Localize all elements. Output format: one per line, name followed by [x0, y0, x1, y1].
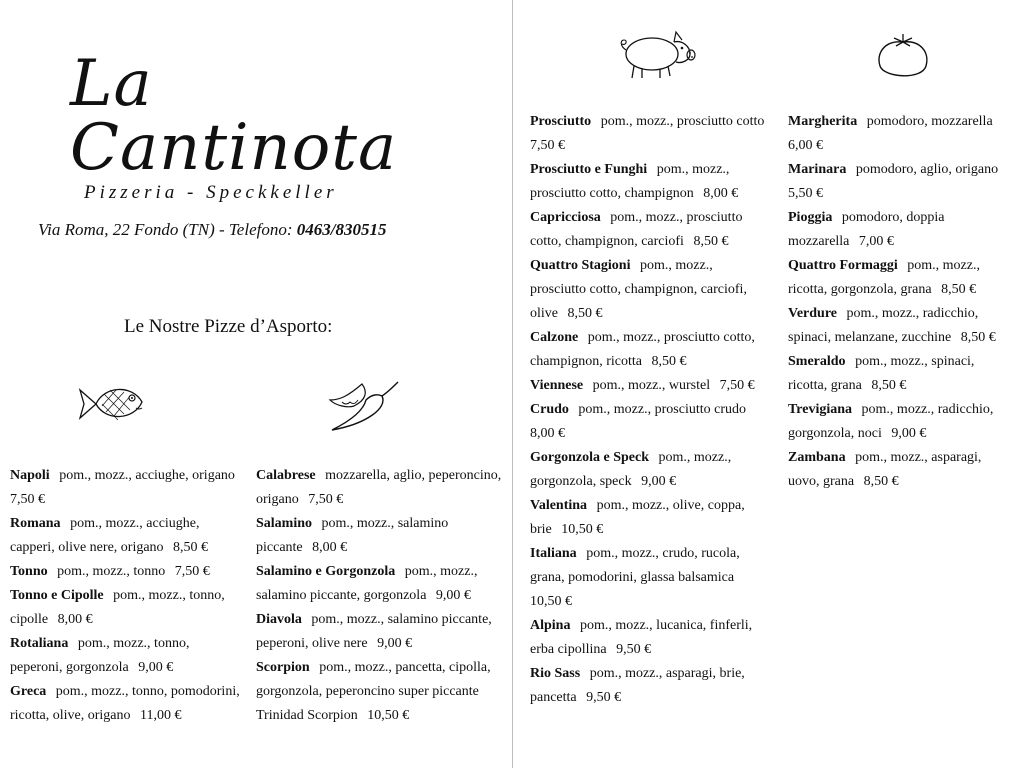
pizza-price: 7,50 € [174, 564, 210, 579]
menu-item [788, 254, 1014, 302]
pizza-name: Pioggia [788, 210, 833, 225]
pizza-name: Scorpion [256, 660, 310, 675]
pizza-price: 10,50 € [561, 522, 604, 537]
pizza-ingredients: pom., mozz., prosciutto crudo [578, 402, 746, 417]
pizza-name: Diavola [256, 612, 302, 627]
pizza-name: Prosciutto e Funghi [530, 162, 648, 177]
pizza-ingredients: pom., mozz., prosciutto cotto, champignon, carciofi, olive [530, 258, 747, 321]
pizza-price: 6,00 € [788, 138, 823, 153]
pizza-price: 8,50 € [960, 330, 996, 345]
pizza-ingredients: pom., mozz., salamino piccante, peperoni, olive nere [256, 612, 492, 651]
pizza-name: Rio Sass [530, 666, 581, 681]
menu-column-4 [788, 110, 1014, 494]
pizza-name: Viennese [530, 378, 584, 393]
menu-item [256, 464, 502, 512]
pizza-ingredients: pom., mozz., pancetta, cipolla, gorgonzola, peperoncino super piccante Trinidad Scorpion [256, 660, 491, 723]
pizza-ingredients: pom., mozz., salamino piccante, gorgonzola [256, 564, 478, 603]
fish-icon [76, 378, 146, 430]
pizza-price: 9,00 € [641, 474, 677, 489]
pizza-price: 9,00 € [891, 426, 927, 441]
pizza-ingredients: pom., mozz., tonno, cipolle [10, 588, 225, 627]
chili-pepper-icon [326, 378, 404, 434]
menu-item [10, 584, 242, 632]
address-text: Via Roma, 22 Fondo (TN) - Telefono: [38, 220, 293, 239]
pizza-ingredients: pom., mozz., olive, coppa, brie [530, 498, 745, 537]
pizza-name: Tonno e Cipolle [10, 588, 104, 603]
pizza-price: 8,00 € [530, 426, 565, 441]
pizza-ingredients: pom., mozz., tonno, pomodorini, ricotta, olive, origano [10, 684, 240, 723]
pizza-ingredients: pomodoro, doppia mozzarella [788, 210, 945, 249]
menu-item [530, 254, 772, 326]
pizza-ingredients: mozzarella, aglio, peperoncino, origano [256, 468, 502, 507]
menu-item [788, 110, 1014, 158]
pizza-name: Capricciosa [530, 210, 601, 225]
menu-item [530, 326, 772, 374]
menu-item [530, 110, 772, 158]
pizza-ingredients: pom., mozz., tonno, peperoni, gorgonzola [10, 636, 190, 675]
menu-item [530, 206, 772, 254]
pizza-price: 8,00 € [57, 612, 93, 627]
pizza-price: 7,50 € [530, 138, 565, 153]
pizza-price: 10,50 € [367, 708, 410, 723]
logo-title: La Cantinota [70, 47, 398, 185]
pizza-name: Trevigiana [788, 402, 853, 417]
pizza-ingredients: pom., mozz., prosciutto cotto, champignon, carciofi [530, 210, 743, 249]
pizza-name: Calabrese [256, 468, 316, 483]
pizza-name: Rotaliana [10, 636, 69, 651]
pizza-price: 9,50 € [586, 690, 622, 705]
pizza-name: Zambana [788, 450, 846, 465]
menu-item [530, 662, 772, 710]
pizza-ingredients: pom., mozz., prosciutto cotto [600, 114, 765, 129]
pizza-price: 8,50 € [173, 540, 209, 555]
menu-item [788, 158, 1014, 206]
logo [70, 47, 410, 204]
logo-subtitle: Pizzeria - Speckkeller [84, 182, 338, 203]
pizza-ingredients: pom., mozz., radicchio, spinaci, melanzane, zucchine [788, 306, 979, 345]
menu-column-2 [256, 464, 502, 728]
menu-item [530, 494, 772, 542]
pizza-ingredients: pom., mozz., ricotta, gorgonzola, grana [788, 258, 980, 297]
pizza-name: Salamino e Gorgonzola [256, 564, 396, 579]
pizza-name: Alpina [530, 618, 571, 633]
pizza-ingredients: pom., mozz., gorgonzola, speck [530, 450, 732, 489]
pizza-price: 7,50 € [10, 492, 45, 507]
menu-item [530, 158, 772, 206]
pizza-name: Valentina [530, 498, 588, 513]
pizza-ingredients: pom., mozz., wurstel [592, 378, 711, 393]
menu-item [530, 374, 772, 398]
pizza-name: Quattro Formaggi [788, 258, 898, 273]
menu-item [10, 560, 242, 584]
pizza-price: 8,00 € [312, 540, 348, 555]
section-heading: Le Nostre Pizze d’Asporto: [124, 316, 333, 337]
pizza-name: Romana [10, 516, 61, 531]
menu-item [10, 680, 242, 728]
pizza-name: Smeraldo [788, 354, 846, 369]
menu-item [256, 560, 502, 608]
pizza-name: Gorgonzola e Speck [530, 450, 649, 465]
tomato-icon [874, 30, 932, 84]
pizza-ingredients: pom., mozz., crudo, rucola, grana, pomodorini, glassa balsamica [530, 546, 740, 585]
pizza-ingredients: pom., mozz., prosciutto cotto, champignon, ricotta [530, 330, 755, 369]
pizza-ingredients: pom., mozz., spinaci, ricotta, grana [788, 354, 975, 393]
pizza-price: 8,00 € [703, 186, 739, 201]
address-line [38, 220, 387, 240]
page-divider [512, 0, 513, 768]
pizza-price: 9,50 € [616, 642, 652, 657]
pizza-price: 11,00 € [140, 708, 182, 723]
pizza-name: Napoli [10, 468, 50, 483]
pizza-name: Crudo [530, 402, 569, 417]
pizza-price: 8,50 € [693, 234, 729, 249]
pizza-name: Salamino [256, 516, 313, 531]
pizza-name: Prosciutto [530, 114, 592, 129]
pizza-price: 7,50 € [308, 492, 344, 507]
pizza-price: 7,50 € [719, 378, 755, 393]
pizza-price: 8,50 € [863, 474, 899, 489]
pizza-price: 5,50 € [788, 186, 823, 201]
phone-number: 0463/830515 [296, 220, 387, 239]
menu-item [256, 512, 502, 560]
pizza-price: 8,50 € [871, 378, 907, 393]
pizza-price: 9,00 € [138, 660, 174, 675]
pizza-ingredients: pom., mozz., prosciutto cotto, champignon [530, 162, 730, 201]
pizza-name: Marinara [788, 162, 847, 177]
pizza-ingredients: pom., mozz., acciughe, origano [59, 468, 235, 483]
menu-item [256, 656, 502, 728]
pizza-ingredients: pom., mozz., asparagi, uovo, grana [788, 450, 982, 489]
menu-item [788, 206, 1014, 254]
menu-item [10, 632, 242, 680]
menu-item [788, 350, 1014, 398]
menu-column-3 [530, 110, 772, 710]
pizza-price: 10,50 € [530, 594, 572, 609]
pizza-price: 9,00 € [377, 636, 413, 651]
pizza-name: Quattro Stagioni [530, 258, 631, 273]
menu-item [788, 302, 1014, 350]
pizza-ingredients: pomodoro, aglio, origano [855, 162, 999, 177]
menu-item [10, 464, 242, 512]
pig-icon [616, 28, 698, 82]
pizza-ingredients: pom., mozz., lucanica, finferli, erba cipollina [530, 618, 753, 657]
menu-item [788, 446, 1014, 494]
pizza-price: 8,50 € [651, 354, 687, 369]
menu-item [788, 398, 1014, 446]
pizza-ingredients: pom., mozz., asparagi, brie, pancetta [530, 666, 745, 705]
pizza-price: 7,00 € [858, 234, 894, 249]
pizza-name: Calzone [530, 330, 579, 345]
pizza-name: Tonno [10, 564, 48, 579]
pizza-ingredients: pom., mozz., radicchio, gorgonzola, noci [788, 402, 994, 441]
menu-item [530, 614, 772, 662]
pizza-name: Greca [10, 684, 47, 699]
pizza-name: Margherita [788, 114, 858, 129]
pizza-ingredients: pomodoro, mozzarella [866, 114, 993, 129]
menu-item [256, 608, 502, 656]
pizza-name: Italiana [530, 546, 577, 561]
pizza-price: 8,50 € [567, 306, 603, 321]
menu-item [10, 512, 242, 560]
pizza-ingredients: pom., mozz., salamino piccante [256, 516, 449, 555]
pizza-ingredients: pom., mozz., tonno [57, 564, 166, 579]
menu-column-1 [10, 464, 242, 728]
pizza-price: 8,50 € [941, 282, 977, 297]
pizza-name: Verdure [788, 306, 837, 321]
menu-item [530, 542, 772, 614]
pizza-ingredients: pom., mozz., acciughe, capperi, olive nere, origano [10, 516, 200, 555]
menu-item [530, 446, 772, 494]
menu-item [530, 398, 772, 446]
pizza-price: 9,00 € [435, 588, 471, 603]
